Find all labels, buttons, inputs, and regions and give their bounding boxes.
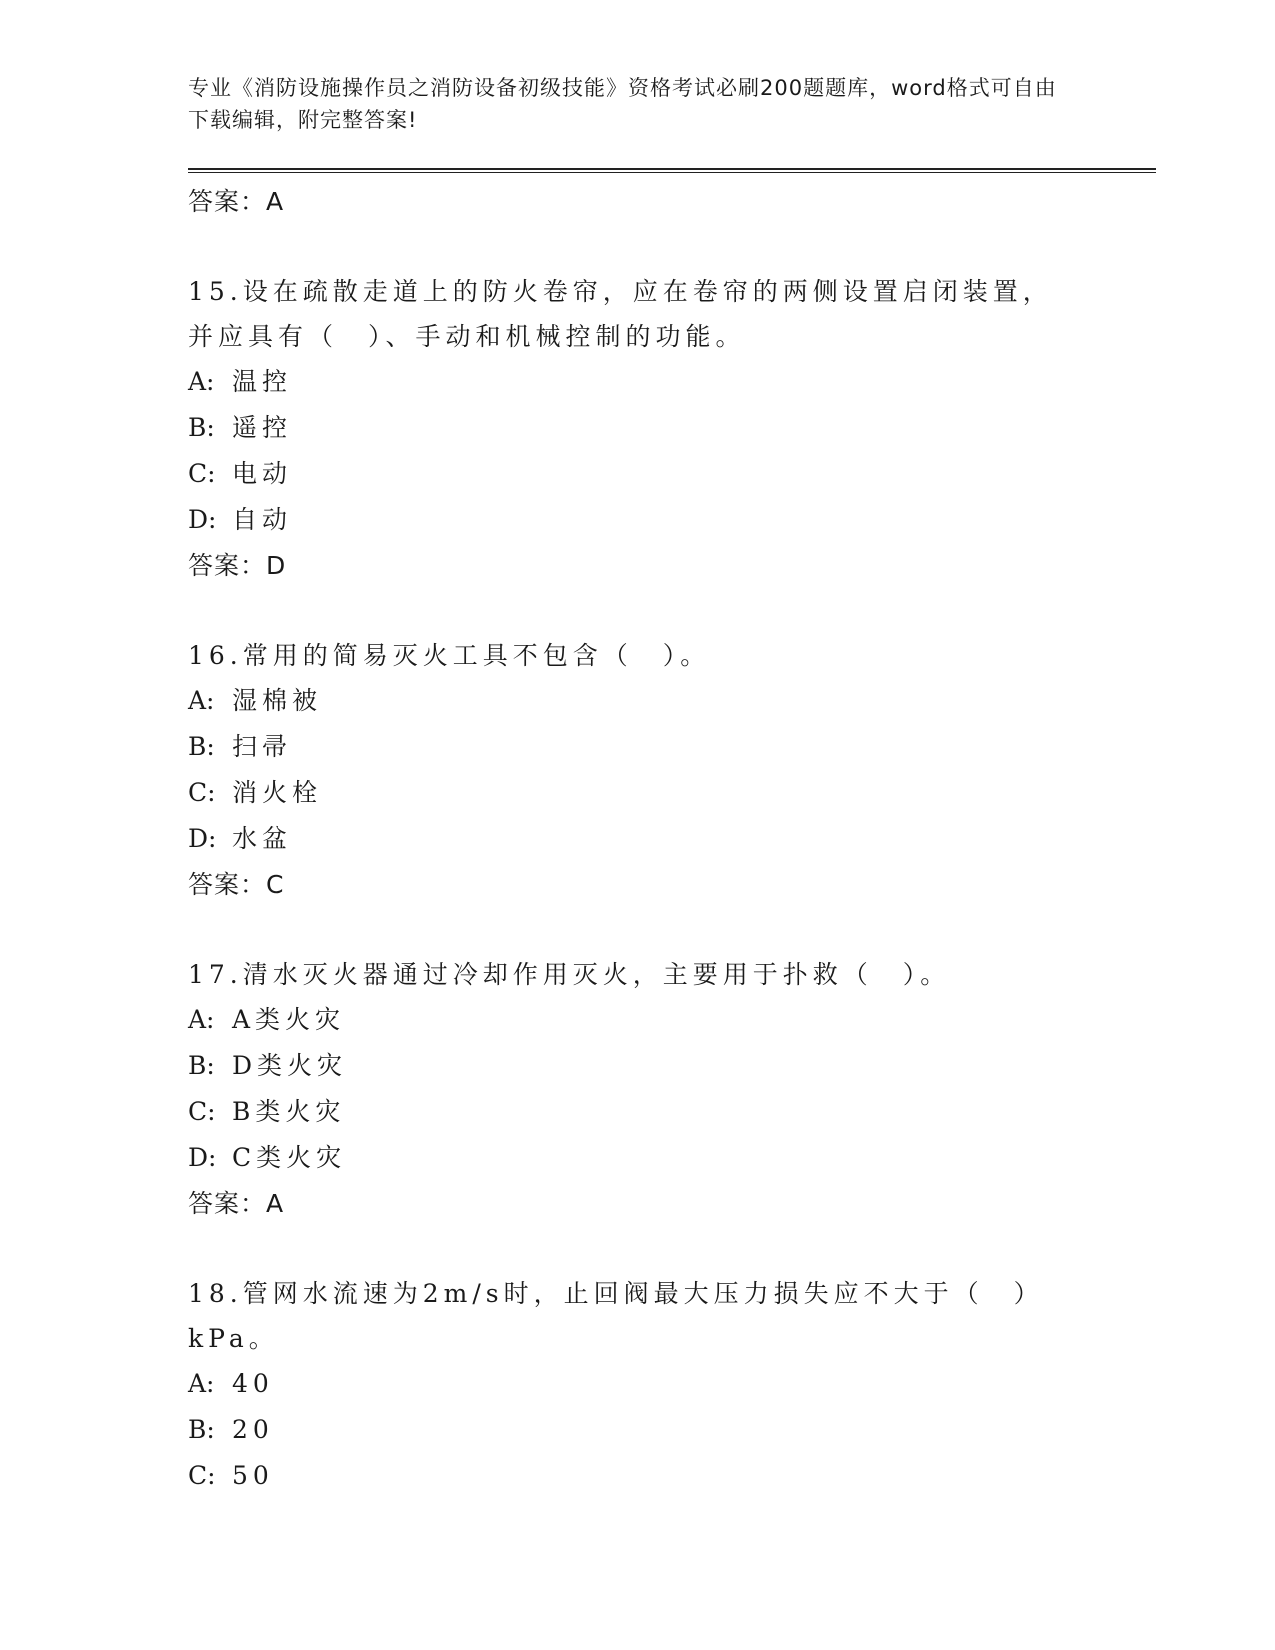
- option-key: C:: [188, 778, 216, 807]
- question-text: 17.清水灭火器通过冷却作用灭火，主要用于扑救（ ）。: [188, 960, 951, 989]
- option-key: C:: [188, 459, 216, 488]
- option-key: C:: [188, 1461, 216, 1490]
- option-b: [188, 1043, 1148, 1089]
- option-value: 自动: [232, 505, 293, 534]
- option-b: [188, 405, 1148, 451]
- option-value: 水盆: [232, 824, 293, 853]
- option-key: D:: [188, 824, 217, 853]
- option-value: 扫帚: [232, 732, 293, 761]
- option-value: B类火灾: [232, 1097, 346, 1126]
- question-block: [188, 952, 1148, 1227]
- option-key: A:: [188, 367, 215, 396]
- question-block: [188, 1271, 1148, 1499]
- option-key: B:: [188, 1415, 215, 1444]
- option-value: A类火灾: [232, 1005, 346, 1034]
- document-header: 专业《消防设施操作员之消防设备初级技能》资格考试必刷200题题库，word格式可自由下载编辑，附完整答案!: [188, 76, 1057, 132]
- option-value: 20: [232, 1415, 274, 1444]
- option-d: [188, 816, 1148, 862]
- option-key: A:: [188, 1369, 215, 1398]
- question-text: 16.常用的简易灭火工具不包含（ ）。: [188, 641, 711, 670]
- answer-line: 答案：A: [188, 1189, 285, 1218]
- option-key: B:: [188, 732, 215, 761]
- option-key: A:: [188, 686, 215, 715]
- option-key: C:: [188, 1097, 216, 1126]
- option-c: [188, 770, 1148, 816]
- option-a: [188, 997, 1148, 1043]
- option-key: B:: [188, 1051, 215, 1080]
- option-a: [188, 678, 1148, 724]
- option-value: D类火灾: [232, 1051, 348, 1080]
- answer-line: 答案：D: [188, 551, 287, 580]
- option-key: D:: [188, 1143, 217, 1172]
- option-value: 40: [232, 1369, 274, 1398]
- question-text: 18.管网水流速为2m/s时，止回阀最大压力损失应不大于（ ）kPa。: [188, 1279, 1044, 1353]
- option-key: D:: [188, 505, 217, 534]
- option-c: [188, 451, 1148, 497]
- option-c: [188, 1453, 1148, 1499]
- question-block: [188, 269, 1148, 589]
- option-a: [188, 1361, 1148, 1407]
- option-value: C类火灾: [232, 1143, 347, 1172]
- header-divider: [188, 168, 1156, 173]
- option-d: [188, 497, 1148, 543]
- option-value: 电动: [232, 459, 293, 488]
- option-b: [188, 724, 1148, 770]
- question-block: [188, 633, 1148, 908]
- question-text: 15.设在疏散走道上的防火卷帘，应在卷帘的两侧设置启闭装置，并应具有（ ）、手动和机械控制的功能。: [188, 277, 1053, 351]
- option-value: 遥控: [232, 413, 293, 442]
- option-value: 50: [232, 1461, 274, 1490]
- option-a: [188, 359, 1148, 405]
- document-page: [188, 72, 1148, 1499]
- option-value: 消火栓: [232, 778, 323, 807]
- option-value: 温控: [232, 367, 293, 396]
- answer-line: 答案：A: [188, 187, 285, 216]
- option-b: [188, 1407, 1148, 1453]
- option-c: [188, 1089, 1148, 1135]
- option-d: [188, 1135, 1148, 1181]
- answer-line: 答案：C: [188, 870, 285, 899]
- option-key: B:: [188, 413, 215, 442]
- option-key: A:: [188, 1005, 215, 1034]
- option-value: 湿棉被: [232, 686, 323, 715]
